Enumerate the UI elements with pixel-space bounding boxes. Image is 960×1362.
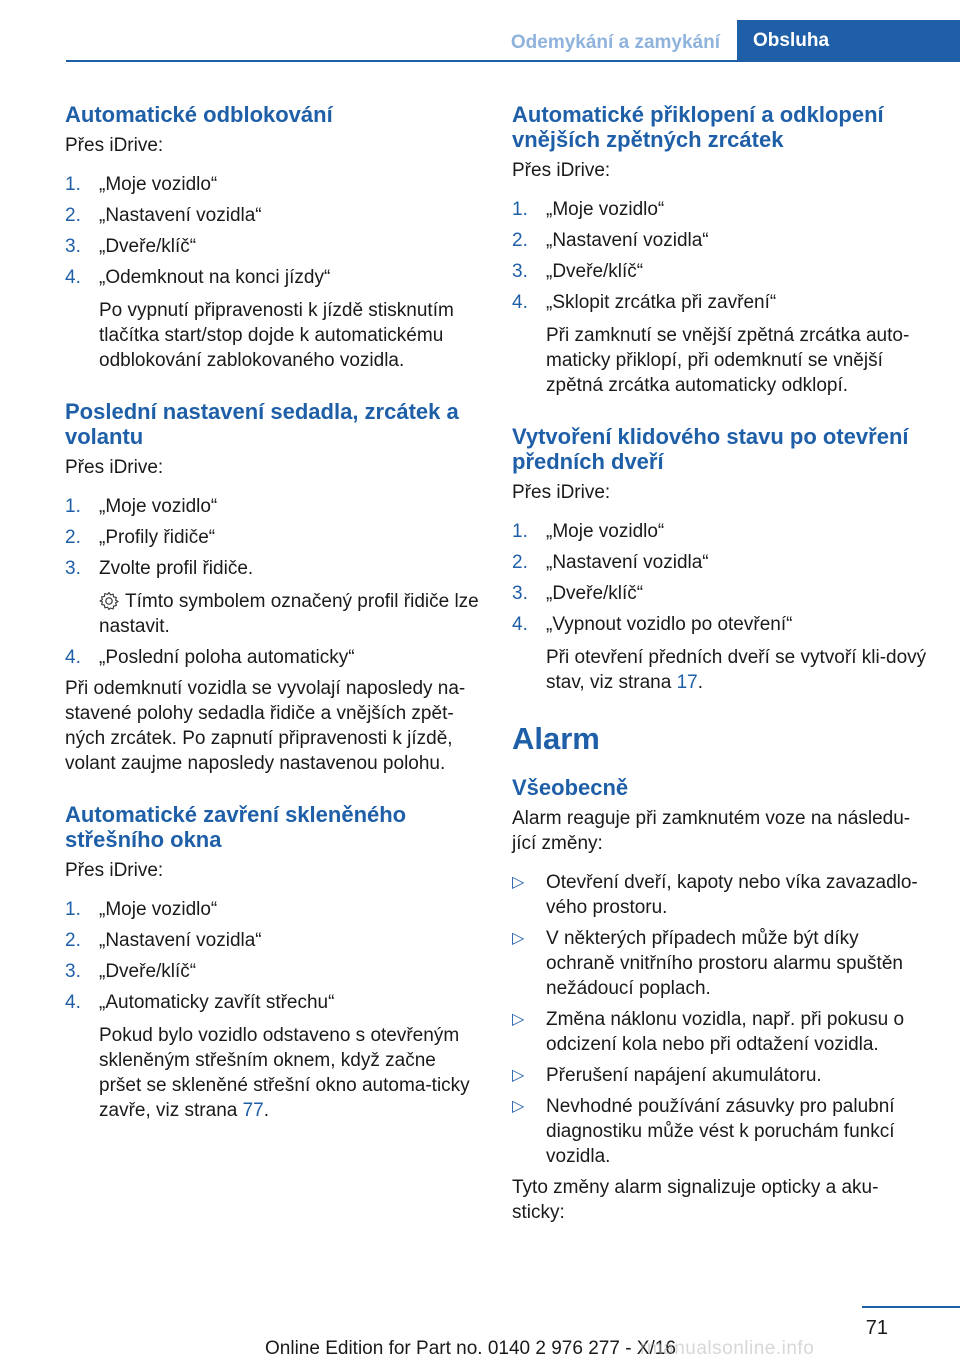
list-item: 3. „Dveře/klíč“ [512,583,644,604]
steps-idle-state [512,519,928,695]
list-item: ▷ Otevření dveří, kapoty nebo víka zavazadlo-vého prostoru. [512,872,918,918]
bullet-triangle-icon: ▷ [512,1067,525,1084]
list-item: 4. „Odemknout na konci jízdy“ Po vypnutí připravenosti k jízdě stisknutím tlačítka start/stop dojde k automatickému odblokování zablokovaného vozidla. [65,265,481,373]
list-item: ▷ Změna náklonu vozidla, např. při pokusu o odcizení kola nebo při odtažení vozidla. [512,1009,905,1055]
list-item: ▷ Nevhodné používání zásuvky pro palubní diagnostiku může vést k poruchám funkcí vozidla. [512,1096,895,1167]
page-number: 71 [865,1317,888,1339]
section-intro: Přes iDrive: [512,482,611,503]
list-item: 3. „Dveře/klíč“ [65,236,197,257]
list-item: 1. „Moje vozidlo“ [65,899,218,920]
header-chapter-tab: Obsluha [737,20,960,60]
bullet-triangle-icon: ▷ [512,1098,525,1115]
right-column [512,102,928,1231]
step-note: Po vypnutí připravenosti k jízdě stisknutím tlačítka start/stop dojde k automatickému odblokování zablokovaného vozidla. [99,300,454,371]
step-note: Pokud bylo vozidlo odstaveno s otevřeným skleněným střešním oknem, když začne pršet se skleněné střešní okno automa-ticky zavře, viz strana 77. [99,1025,470,1121]
list-item: 1. „Moje vozidlo“ [65,496,218,517]
steps-mirror-fold [512,197,928,398]
section-title-auto-close-roof: Automatické zavření skleněného střešního okna [65,802,407,852]
section-intro: Přes iDrive: [65,860,164,881]
steps-auto-close-roof [65,897,481,1123]
list-item: 3. Zvolte profil řidiče. Tímto symbolem označený profil řidiče lze nastavit. [65,556,481,639]
header-section-title: Odemykání a zamykání [510,32,720,53]
gear-icon [99,591,119,611]
section-intro: Přes iDrive: [65,135,164,156]
list-item: 2. „Nastavení vozidla“ [512,230,709,251]
steps-auto-unlock [65,172,481,373]
header-rule [66,60,960,62]
list-item: ▷ V některých případech může být díky ochraně vnitřního prostoru alarmu spuštěn nežádoucí poplach. [512,928,903,999]
paragraph: Alarm reaguje při zamknutém voze na následu-jící změny: [512,808,911,854]
step-note: Při zamknutí se vnější zpětná zrcátka auto-maticky přiklopí, při odemknutí se vnější zpětná zrcátka automaticky odklopí. [546,325,910,396]
footer-rule [862,1306,960,1308]
list-item: 4. „Vypnout vozidlo po otevření“ Při otevření předních dveří se vytvoří kli-dový stav, viz strana 17. [512,614,927,693]
paragraph: Tyto změny alarm signalizuje opticky a aku-sticky: [512,1177,879,1223]
section-intro: Přes iDrive: [65,457,164,478]
bullet-triangle-icon: ▷ [512,1011,525,1028]
section-title-general: Všeobecně [512,775,629,800]
step-note: Při otevření předních dveří se vytvoří kli-dový stav, viz strana 17. [546,647,927,693]
list-item: 2. „Nastavení vozidla“ [65,930,262,951]
chapter-heading-alarm: Alarm [512,721,600,756]
bullet-triangle-icon: ▷ [512,874,525,891]
list-item: 4. „Automaticky zavřít střechu“ Pokud bylo vozidlo odstaveno s otevřeným skleněným střešním oknem, když začne pršet se skleněné střešní okno automa-ticky zavře, viz strana 77. [65,990,481,1123]
list-item: 1. „Moje vozidlo“ [512,521,665,542]
alarm-trigger-list [512,870,928,1169]
list-item: 1. „Moje vozidlo“ [512,199,665,220]
list-item: 3. „Dveře/klíč“ [65,961,197,982]
paragraph: Při odemknutí vozidla se vyvolají naposledy na-stavené polohy sedadla řidiče a vnějších zpět-ných zrcátek. Po zapnutí připravenosti k jízdě, volant zaujme naposledy nastavenou polohu. [65,678,466,774]
page-reference-link[interactable]: 77 [242,1100,264,1121]
list-item: 2. „Nastavení vozidla“ [512,552,709,573]
left-column [65,102,481,1129]
list-item: 1. „Moje vozidlo“ [65,174,218,195]
list-item: 2. „Nastavení vozidla“ [65,205,262,226]
list-item: ▷ Přerušení napájení akumulátoru. [512,1065,822,1086]
section-title-idle-state: Vytvoření klidového stavu po otevření předních dveří [512,424,909,474]
edition-footer: Online Edition for Part no. 0140 2 976 277 - X/16 [265,1338,676,1359]
page-reference-link[interactable]: 17 [676,672,698,693]
section-title-last-settings: Poslední nastavení sedadla, zrcátek a volantu [65,399,459,449]
list-item: 2. „Profily řidiče“ [65,527,216,548]
list-item: 4. „Sklopit zrcátka při zavření“ Při zamknutí se vnější zpětná zrcátka auto-maticky přiklopí, při odemknutí se vnější zpětná zrcátka automaticky odklopí. [512,290,928,398]
list-item: 3. „Dveře/klíč“ [512,261,644,282]
section-intro: Přes iDrive: [512,160,611,181]
watermark: rmanualsonline.info [640,1338,815,1359]
section-title-mirror-fold: Automatické přiklopení a odklopení vnějších zpětných zrcátek [512,102,884,152]
list-item: 4. „Poslední poloha automaticky“ [65,647,355,668]
steps-last-settings [65,494,481,670]
page-header [0,0,960,62]
section-title-auto-unlock: Automatické odblokování [65,102,333,127]
step-note: Tímto symbolem označený profil řidiče lze nastavit. [99,591,479,637]
bullet-triangle-icon: ▷ [512,930,525,947]
